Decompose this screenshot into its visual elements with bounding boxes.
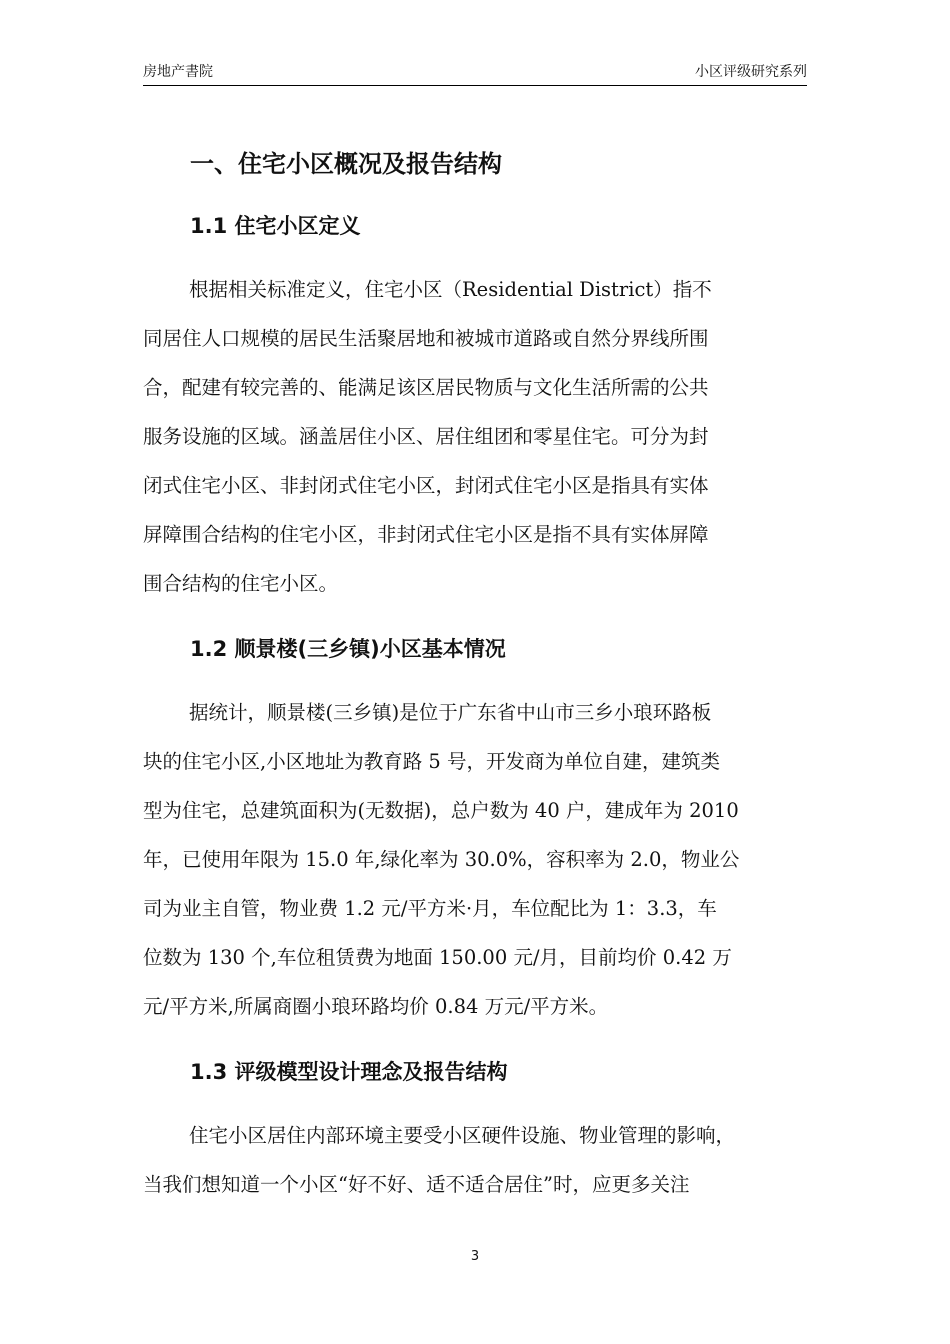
paragraph-line: 同居住人口规模的居民生活聚居地和被城市道路或自然分界线所围 — [143, 327, 709, 350]
header-left-text: 房地产書院 — [143, 64, 213, 80]
paragraph-line: 围合结构的住宅小区。 — [143, 572, 339, 595]
section-1-1-heading: 1.1 住宅小区定义 — [190, 214, 361, 238]
page-header — [143, 63, 807, 86]
paragraph-line: 位数为 130 个,车位租赁费为地面 150.00 元/月，目前均价 0.42 万 — [143, 946, 732, 969]
paragraph-line: 服务设施的区域。涵盖居住小区、居住组团和零星住宅。可分为封 — [143, 425, 709, 448]
paragraph-line: 闭式住宅小区、非封闭式住宅小区，封闭式住宅小区是指具有实体 — [143, 474, 709, 497]
paragraph-line: 合，配建有较完善的、能满足该区居民物质与文化生活所需的公共 — [143, 376, 709, 399]
section-1-heading: 一、住宅小区概况及报告结构 — [190, 150, 502, 178]
section-1-1-paragraph — [143, 265, 807, 608]
paragraph-line: 据统计，顺景楼(三乡镇)是位于广东省中山市三乡小琅环路板 — [189, 701, 712, 724]
page-number: 3 — [470, 1249, 480, 1264]
paragraph-line: 司为业主自管，物业费 1.2 元/平方米·月，车位配比为 1：3.3，车 — [143, 897, 717, 920]
section-1-3-paragraph — [143, 1111, 807, 1209]
header-right-text: 小区评级研究系列 — [695, 64, 807, 80]
paragraph-line: 年，已使用年限为 15.0 年,绿化率为 30.0%，容积率为 2.0，物业公 — [143, 848, 740, 871]
paragraph-line: 型为住宅，总建筑面积为(无数据)，总户数为 40 户，建成年为 2010 — [143, 799, 739, 822]
paragraph-line: 当我们想知道一个小区“好不好、适不适合居住”时，应更多关注 — [143, 1173, 690, 1196]
paragraph-line: 住宅小区居住内部环境主要受小区硬件设施、物业管理的影响， — [189, 1124, 736, 1147]
section-1-2-heading: 1.2 顺景楼(三乡镇)小区基本情况 — [190, 637, 506, 661]
paragraph-line: 根据相关标准定义，住宅小区（Residential District）指不 — [189, 278, 712, 301]
paragraph-line: 块的住宅小区,小区地址为教育路 5 号，开发商为单位自建，建筑类 — [143, 750, 721, 773]
paragraph-line: 屏障围合结构的住宅小区，非封闭式住宅小区是指不具有实体屏障 — [143, 523, 709, 546]
section-1-2-paragraph — [143, 688, 807, 1031]
section-1-3-heading: 1.3 评级模型设计理念及报告结构 — [190, 1060, 508, 1084]
paragraph-line: 元/平方米,所属商圈小琅环路均价 0.84 万元/平方米。 — [143, 995, 609, 1018]
